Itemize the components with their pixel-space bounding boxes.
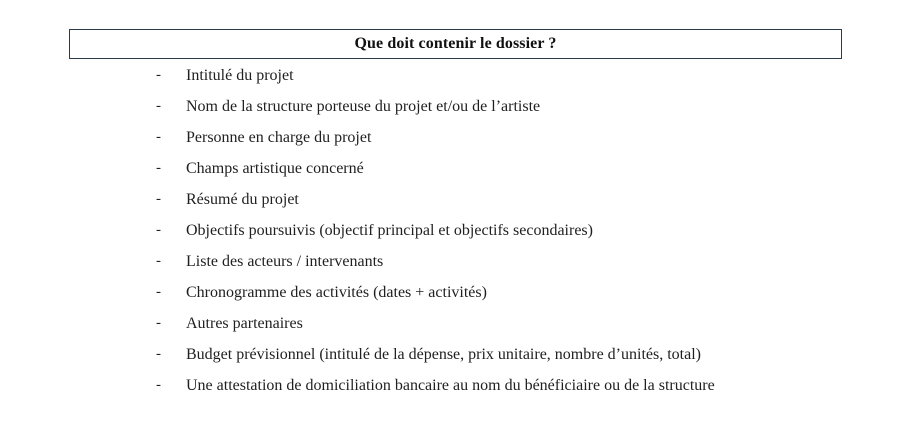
list-item bbox=[0, 91, 903, 122]
list-item-text: Intitulé du projet bbox=[186, 66, 294, 84]
list-item-text: Budget prévisionnel (intitulé de la dépense, prix unitaire, nombre d’unités, total) bbox=[186, 345, 701, 363]
bullet-dash: - bbox=[156, 98, 161, 114]
bullet-dash: - bbox=[156, 377, 161, 393]
list-item-text: Chronogramme des activités (dates + activités) bbox=[186, 283, 487, 301]
list-item-text: Nom de la structure porteuse du projet et/ou de l’artiste bbox=[186, 97, 541, 115]
bullet-dash: - bbox=[156, 129, 161, 145]
bullet-dash: - bbox=[156, 315, 161, 331]
list-item-text: Champs artistique concerné bbox=[186, 159, 364, 177]
list-item bbox=[0, 277, 903, 308]
list-item-text: Personne en charge du projet bbox=[186, 128, 372, 146]
list-item bbox=[0, 184, 903, 215]
list-item-text: Résumé du projet bbox=[186, 190, 299, 208]
list-item bbox=[0, 215, 903, 246]
bullet-dash: - bbox=[156, 222, 161, 238]
list-item bbox=[0, 370, 903, 401]
list-item bbox=[0, 153, 903, 184]
list-item bbox=[0, 122, 903, 153]
bullet-dash: - bbox=[156, 346, 161, 362]
list-item-text: Une attestation de domiciliation bancaire au nom du bénéficiaire ou de la structure bbox=[186, 376, 715, 394]
bullet-dash: - bbox=[156, 284, 161, 300]
requirements-list bbox=[0, 60, 903, 401]
list-item bbox=[0, 60, 903, 91]
list-item-text: Liste des acteurs / intervenants bbox=[186, 252, 384, 270]
list-item bbox=[0, 339, 903, 370]
list-item bbox=[0, 308, 903, 339]
bullet-dash: - bbox=[156, 191, 161, 207]
bullet-dash: - bbox=[156, 160, 161, 176]
bullet-dash: - bbox=[156, 253, 161, 269]
document-title: Que doit contenir le dossier ? bbox=[354, 35, 557, 52]
list-item-text: Objectifs poursuivis (objectif principal et objectifs secondaires) bbox=[186, 221, 593, 239]
title-box bbox=[69, 29, 842, 59]
list-item bbox=[0, 246, 903, 277]
bullet-dash: - bbox=[156, 67, 161, 83]
list-item-text: Autres partenaires bbox=[186, 314, 303, 332]
